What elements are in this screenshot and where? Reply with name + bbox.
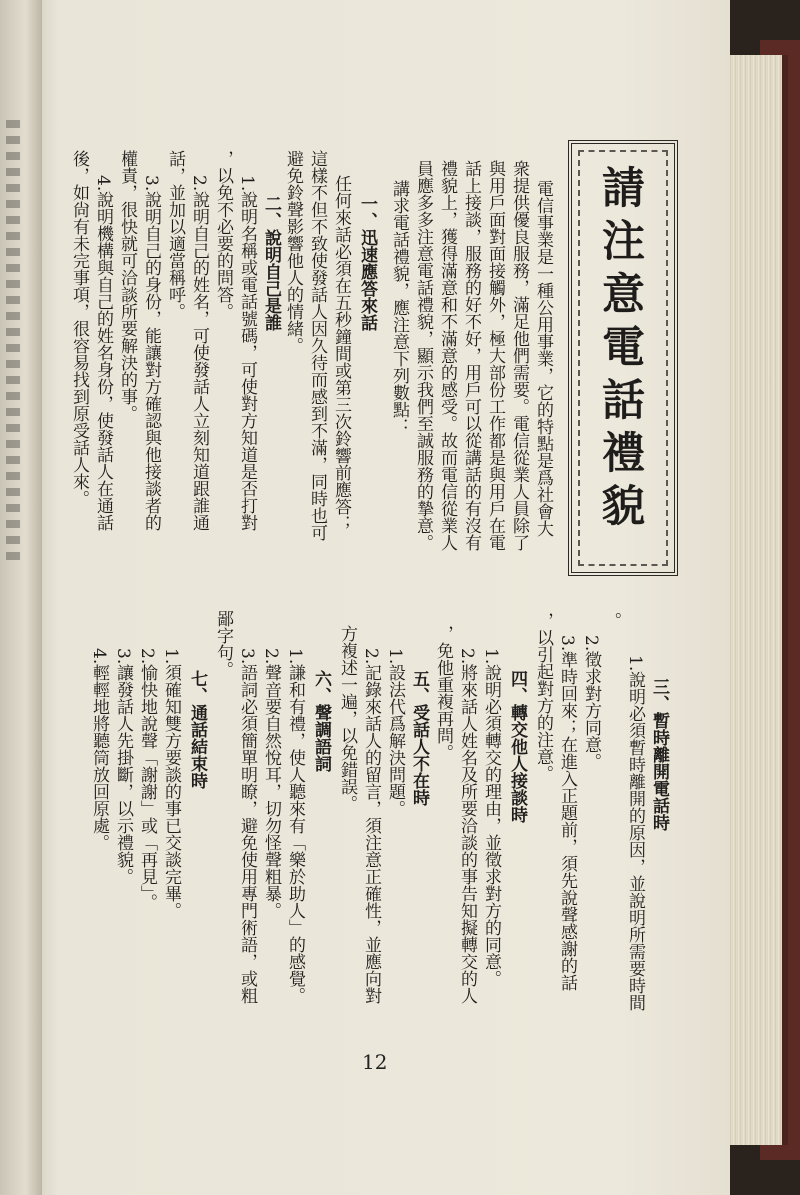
section-line: 3.說明自己的身份，能讓對方確認與他接談者的 — [141, 175, 161, 532]
intro-line: 員應多多注意電話禮貌，顯示我們至誠服務的摯意。 — [413, 160, 433, 551]
section-line: 2.聲音要自然悅耳，切勿怪聲粗暴。 — [261, 648, 281, 920]
section-line: 2.將來話人姓名及所要洽談的事告知擬轉交的人 — [457, 648, 477, 1005]
section-line: 。 — [601, 612, 621, 629]
section-line: 1.說明必須轉交的理由，並徵求對方的同意。 — [481, 648, 501, 988]
intro-line: 電信事業是一種公用事業，它的特點是爲社會大 — [533, 180, 553, 537]
facing-page-edge — [0, 0, 42, 1195]
section-line: ，以免不必要的問答。 — [213, 150, 233, 320]
section-line: ，以引起對方的注意。 — [533, 612, 553, 782]
section-line: 話，並加以適當稱呼。 — [165, 150, 185, 320]
section-line: 3.準時回來；在進入正題前，須先說聲感謝的話 — [557, 635, 577, 992]
section-line: 這樣不但不致使發話人因久待而感到不滿，同時也可 — [307, 150, 327, 541]
section-line: 2.徵求對方同意。 — [581, 635, 601, 771]
intro-line: 講求電話禮貌，應注意下列數點： — [389, 180, 409, 435]
intro-line: 衆提供優良服務，滿足他們需要。電信從業人員除了 — [509, 160, 529, 551]
section-line: 方複述一遍，以免錯誤。 — [337, 625, 357, 812]
section-line: 1.設法代爲解決問題。 — [385, 648, 405, 818]
section-line: ，免他重複再問。 — [433, 625, 453, 761]
section-line: 1.說明名稱或電話號碼，可使對方知道是否打對 — [237, 175, 257, 532]
section-line: 4.輕輕地將聽筒放回原處。 — [89, 648, 109, 852]
section-line: 4.說明機構與自己的姓名身份，使發話人在通話 — [93, 175, 113, 532]
intro-line: 禮貌上，獲得滿意和不滿意的感受。故而電信從業人 — [437, 160, 457, 551]
section-heading: 五、受話人不在時 — [409, 670, 429, 806]
intro-line: 話上接談，服務的好不好，用戶可以從講話的有沒有 — [461, 160, 481, 551]
section-heading: 二、說明自己是誰 — [261, 195, 281, 331]
section-heading: 一、迅速應答來話 — [357, 195, 377, 331]
section-heading: 四、轉交他人接談時 — [507, 670, 527, 823]
section-line: 任何來話必須在五秒鐘間或第三次鈴響前應答； — [331, 175, 351, 532]
section-line: 2.說明自己的姓名，可使發話人立刻知道跟誰通 — [189, 175, 209, 532]
section-line: 2.記錄來話人的留言，須注意正確性，並應向對 — [361, 648, 381, 1005]
section-line: 後，如尙有未完事項，很容易找到原受話人來。 — [69, 150, 89, 507]
section-line: 鄙字句。 — [213, 610, 233, 678]
section-line: 1.須確知雙方要談的事已交談完畢。 — [161, 648, 181, 920]
section-line: 避免鈴聲影響他人的情緒。 — [283, 150, 303, 354]
section-line: 1.謙和有禮，使人聽來有「樂於助人」的感覺。 — [285, 648, 305, 1005]
section-heading: 六、聲調語詞 — [311, 670, 331, 772]
page-number: 12 — [362, 1050, 388, 1074]
section-line: 3.讓發話人先掛斷，以示禮貌。 — [113, 648, 133, 886]
section-line: 權責，很快就可洽談所要解決的事。 — [117, 150, 137, 422]
section-heading: 七、通話結束時 — [187, 670, 207, 789]
section-line: 2.愉快地說聲「謝謝」或「再見」。 — [137, 648, 157, 911]
page-edges — [722, 55, 788, 1145]
intro-line: 與用戶面對面接觸外，極大部份工作都是與用戶在電 — [485, 160, 505, 551]
section-heading: 三、暫時離開電話時 — [649, 678, 669, 831]
section-line: 1.說明必須暫時離開的原因，並說明所需要時間 — [625, 655, 645, 1012]
section-line: 3.語詞必須簡單明瞭，避免使用專門術語，或粗 — [237, 648, 257, 1005]
page-title: 請注意電話禮貌 — [595, 165, 645, 536]
